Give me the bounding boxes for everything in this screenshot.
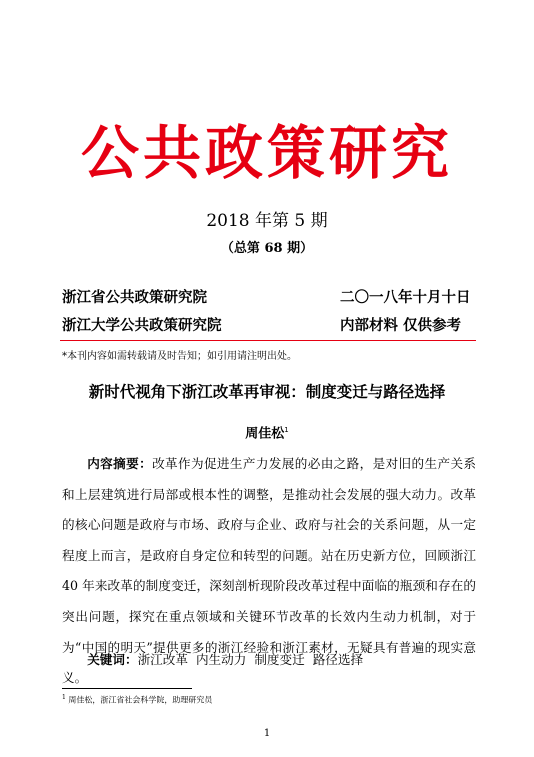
page-number: 1 [263, 728, 271, 739]
author-name: 周佳松 [245, 426, 285, 442]
keywords-label: 关键词： [87, 652, 138, 667]
classification-label: 内部材料 仅供参考 [340, 317, 462, 334]
header-divider [60, 340, 476, 341]
keyword-item: 内生动力 [195, 652, 247, 667]
keyword-item: 路径选择 [312, 652, 364, 667]
article-title: 新时代视角下浙江改革再审视：制度变迁与路径选择 [88, 383, 446, 401]
publisher-org-1: 浙江省公共政策研究院 [62, 289, 207, 306]
keyword-item: 制度变迁 [254, 652, 305, 667]
abstract-label: 内容摘要： [87, 456, 153, 471]
issue-total: （总第 68 期） [220, 241, 314, 256]
reprint-notice: *本刊内容如需转载请及时告知；如引用请注明出处。 [62, 351, 297, 362]
keyword-item: 浙江改革 [137, 652, 188, 667]
keywords [62, 650, 476, 670]
footnote-text: 周佳松，浙江省社会科学院，助理研究员 [68, 695, 213, 705]
abstract-text: 改革作为促进生产力发展的必由之路，是对旧的生产关系和上层建筑进行局部或根本性的调整，是推动社会发展的强大动力。改革的核心问题是政府与市场、政府与企业、政府与社会的关系问题，从一定程度上而言，是政府自身定位和转型的问题。站在历史新方位，回顾浙江 40 年来改革的制度变迁，深刻剖析现阶段改革过程中面临的瓶颈和存在的突出问题，探究在重点领域和关键环节改革的长效内生动力机制，对于为“中国的明天”提供更多的浙江经验和浙江素材，无疑具有普遍的现实意义。 [62, 456, 477, 686]
publisher-org-2: 浙江大学公共政策研究院 [62, 317, 222, 334]
publication-date: 二〇一八年十月十日 [340, 289, 471, 306]
footnote [62, 692, 212, 707]
footnote-divider [62, 688, 192, 689]
footnote-mark: 1 [62, 694, 66, 701]
article-author [0, 421, 534, 443]
issue-number: 2018 年第 5 期 [206, 211, 328, 231]
masthead-title: 公共政策研究 [80, 119, 453, 187]
author-footnote-mark: 1 [284, 426, 289, 434]
